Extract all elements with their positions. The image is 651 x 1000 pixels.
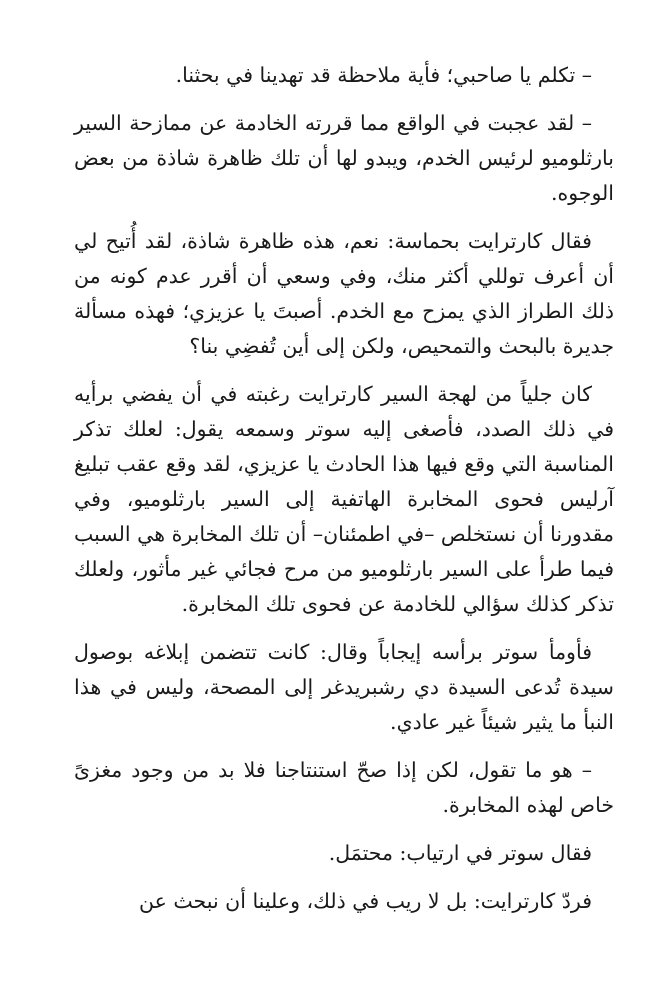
paragraph: – هو ما تقول، لكن إذا صحّ استنتاجنا فلا بد من وجود مغزىً خاص لهذه المخابرة. xyxy=(74,758,614,817)
book-page xyxy=(74,58,614,932)
paragraph: – لقد عجبت في الواقع مما قررته الخادمة عن ممازحة السير بارثلوميو لرئيس الخدم، ويبدو لها أن تلك ظاهرة شاذة من بعض الوجوه. xyxy=(74,111,614,205)
paragraph: فردّ كارترايت: بل لا ريب في ذلك، وعلينا أن نبحث عن xyxy=(139,889,592,913)
paragraph: كان جلياً من لهجة السير كارترايت رغبته في أن يفضي برأيه في ذلك الصدد، فأصغى إليه سوتر وسمعه يقول: لعلك تذكر المناسبة التي وقع فيها هذا الحادث يا عزيزي، لقد وقع عقب تبليغ آرليس فحوى المخابرة الهاتفية إلى السير بارثلوميو، وفي مقدورنا أن نستخلص –في اطمئنان– أن تلك المخابرة هي السبب فيما طرأ على السير بارثلوميو من مرح فجائي غير مأثور، ولعلك تذكر كذلك سؤالي للخادمة عن فحوى تلك المخابرة. xyxy=(74,382,614,616)
paragraph: فقال كارترايت بحماسة: نعم، هذه ظاهرة شاذة، لقد أُتيح لي أن أعرف توللي أكثر منك، وفي وسعي أن أقرر عدم كونه من ذلك الطراز الذي يمزح مع الخدم. أصبتَ يا عزيزي؛ فهذه مسألة جديرة بالبحث والتمحيص، ولكن إلى أين تُفضِي بنا؟ xyxy=(74,229,614,358)
paragraph: فأومأ سوتر برأسه إيجاباً وقال: كانت تتضمن إبلاغه بوصول سيدة تُدعى السيدة دي رشبريدغر إلى المصحة، وليس في هذا النبأ ما يثير شيئاً غير عادي. xyxy=(74,640,614,734)
paragraph: فقال سوتر في ارتياب: محتمَل. xyxy=(328,841,592,865)
paragraph: – تكلم يا صاحبي؛ فأية ملاحظة قد تهدينا في بحثنا. xyxy=(175,63,592,87)
